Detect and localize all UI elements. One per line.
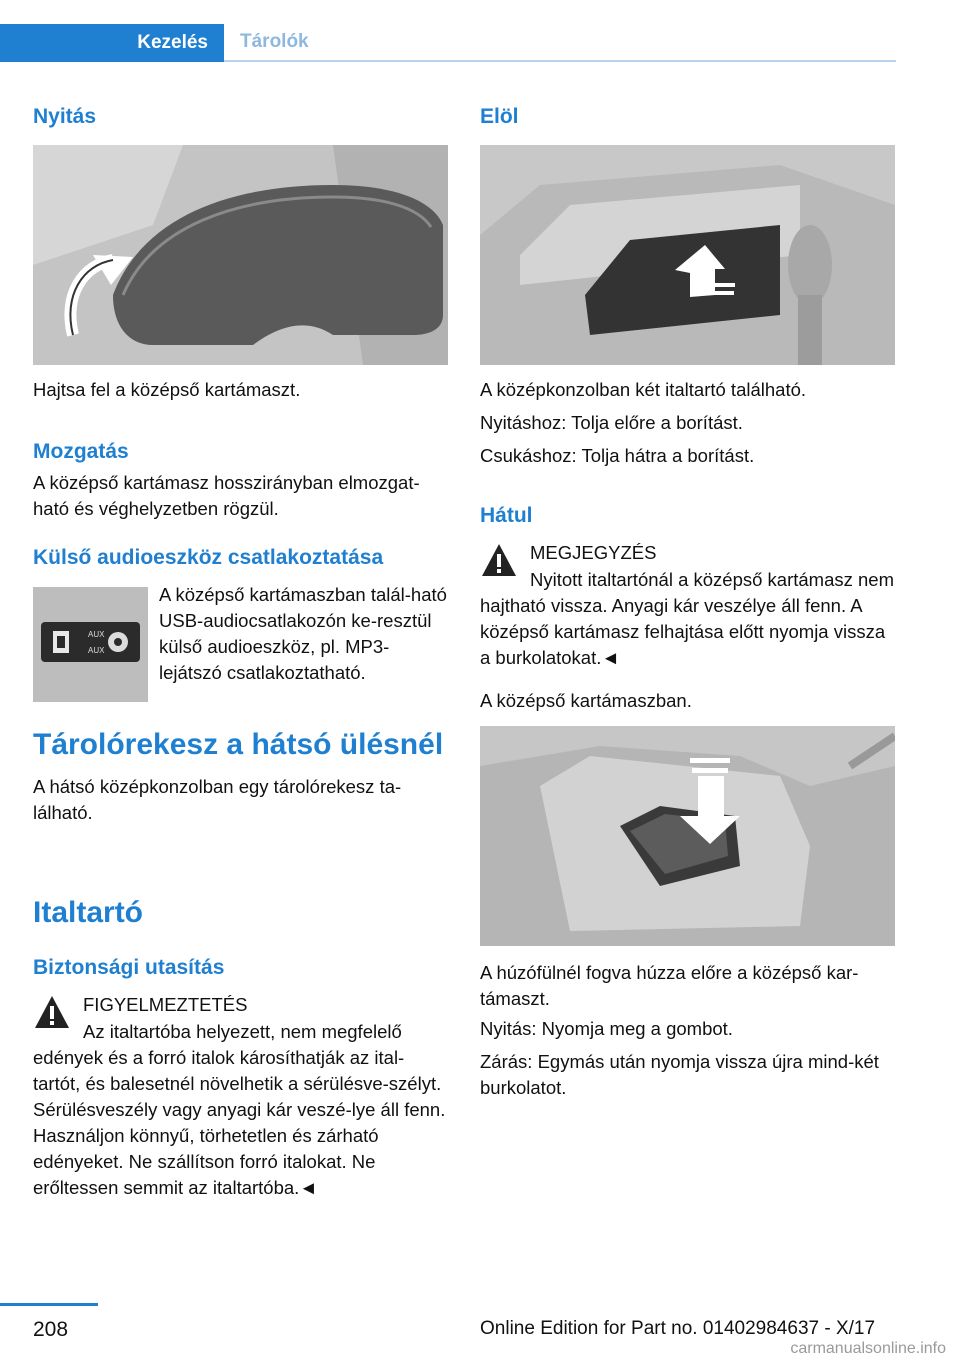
usb-aux-label-2: AUX [88, 646, 105, 655]
mozgatas-text: A középső kartámasz hosszirányban elmozgat-ható és véghelyzetben rögzül. [33, 472, 420, 519]
tab-tarolok[interactable]: Tárolók [224, 24, 896, 62]
tab-kezeles[interactable]: Kezelés [0, 24, 224, 62]
footer-accent-line [0, 1303, 98, 1306]
hatul-text-4: Zárás: Egymás után nyomja vissza újra mind-két burkolatot. [480, 1051, 879, 1098]
rear-cupholder-image [480, 726, 895, 946]
usb-port-image [33, 587, 148, 702]
armrest-image [33, 145, 448, 365]
hatul-text-2: A húzófülnél fogva húzza előre a középső kar-támaszt. [480, 962, 859, 1009]
nyitas-text: Hajtsa fel a középső kartámaszt. [33, 379, 301, 400]
watermark: carmanualsonline.info [790, 1340, 946, 1357]
elol-text-3: Csukáshoz: Tolja hátra a borítást. [480, 445, 755, 466]
section-title-biztonsagi: Biztonsági utasítás [33, 956, 225, 979]
section-title-elol: Elöl [480, 105, 519, 128]
warning-text: Az italtartóba helyezett, nem megfelelő edények és a forró italok károsíthatják az ital-tartót, és balesetnél növelhetik a sérülésve-szélyt. Sérülésveszély vagy anyagi kár veszé-lye áll fenn. Használjon könnyű, törhetetlen és zárható edényeket. Ne szállítson forró italokat. Ne erőltessen semmit az italtartóba.◄ [33, 1021, 446, 1198]
tarolorekesz-text: A hátsó középkonzolban egy tárolórekesz ta-lálható. [33, 776, 402, 823]
section-title-hatul: Hátul [480, 504, 533, 527]
warning-label: FIGYELMEZTETÉS [83, 994, 248, 1015]
edition-info: Online Edition for Part no. 01402984637 - X/17 [480, 1318, 876, 1339]
hatul-text-1: A középső kartámaszban. [480, 690, 692, 711]
section-title-italtarto: Italtartó [33, 896, 144, 929]
page-number: 208 [33, 1318, 69, 1341]
note-text: Nyitott italtartónál a középső kartámasz nem hajtható vissza. Anyagi kár veszélye áll fenn. A középső kartámasz felhajtása előtt nyomja vissza a burkolatokat.◄ [480, 569, 894, 668]
front-cupholder-image [480, 145, 895, 365]
usb-aux-label-1: AUX [88, 630, 105, 639]
section-title-mozgatas: Mozgatás [33, 440, 129, 463]
elol-text-1: A középkonzolban két italtartó található. [480, 379, 807, 400]
section-title-nyitas: Nyitás [33, 105, 97, 128]
note-label: MEGJEGYZÉS [530, 542, 657, 563]
section-title-kulso-audio: Külső audioeszköz csatlakoztatása [33, 546, 384, 569]
hatul-text-3: Nyitás: Nyomja meg a gombot. [480, 1018, 733, 1039]
section-title-tarolorekesz: Tárolórekesz a hátsó ülésnél [33, 728, 444, 761]
elol-text-2: Nyitáshoz: Tolja előre a borítást. [480, 412, 743, 433]
header-tabs [0, 24, 896, 62]
kulso-audio-text: A középső kartámaszban talál-ható USB-audiocsatlakozón ke-resztül külső audioeszköz, pl. MP3-lejátszó csatlakoztatható. [159, 584, 447, 683]
